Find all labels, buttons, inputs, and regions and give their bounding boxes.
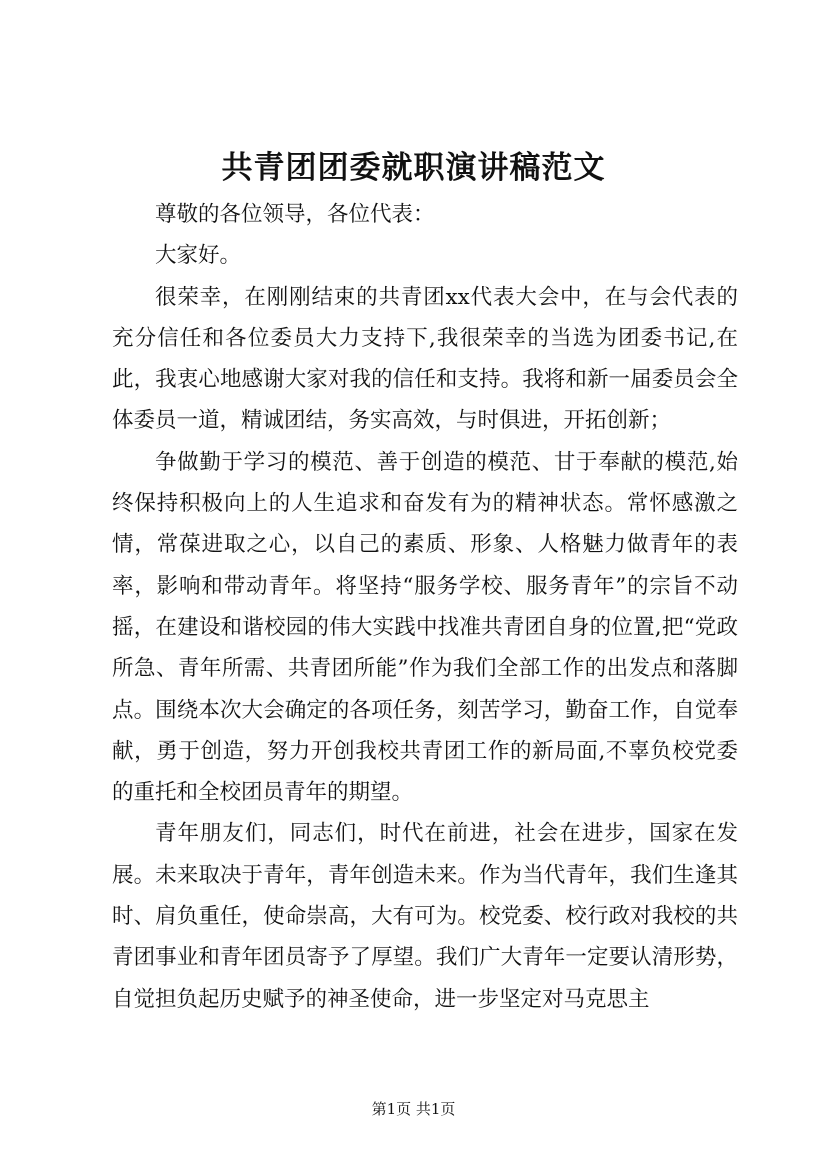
paragraph-greeting: 大家好。 <box>155 243 242 269</box>
paragraph: 很荣幸，在刚刚结束的共青团xx代表大会中，在与会代表的充分信任和各位委员大力支持下,我很荣幸的当选为团委书记,在此，我衷心地感谢大家对我的信任和支持。我将和新一届委员会全体委员一道，精诚团结，务实高效，与时俱进，开拓创新； <box>112 284 738 434</box>
paragraph-salutation: 尊敬的各位领导，各位代表： <box>155 202 435 227</box>
page-footer: 第1页 共1页 <box>371 1100 456 1118</box>
paragraph: 青年朋友们，同志们，时代在前进，社会在进步，国家在发展。未来取决于青年，青年创造未来。作为当代青年，我们生逢其时、肩负重任，使命崇高，大有可为。校党委、校行政对我校的共青团事业和青年团员寄予了厚望。我们广大青年一定要认清形势，自觉担负起历史赋予的神圣使命，进一步坚定对马克思主 <box>112 821 738 1012</box>
document-body <box>112 194 738 1020</box>
document-title: 共青团团委就职演讲稿范文 <box>221 150 606 186</box>
paragraph: 争做勤于学习的模范、善于创造的模范、甘于奉献的模范,始终保持积极向上的人生追求和奋发有为的精神状态。常怀感激之情，常葆进取之心，以自己的素质、形象、人格魅力做青年的表率，影响和带动青年。将坚持“服务学校、服务青年”的宗旨不动摇，在建设和谐校园的伟大实践中找准共青团自身的位置,把“党政所急、青年所需、共青团所能”作为我们全部工作的出发点和落脚点。围绕本次大会确定的各项任务，刻苦学习，勤奋工作，自觉奉献，勇于创造，努力开创我校共青团工作的新局面,不辜负校党委的重托和全校团员青年的期望。 <box>112 449 738 806</box>
